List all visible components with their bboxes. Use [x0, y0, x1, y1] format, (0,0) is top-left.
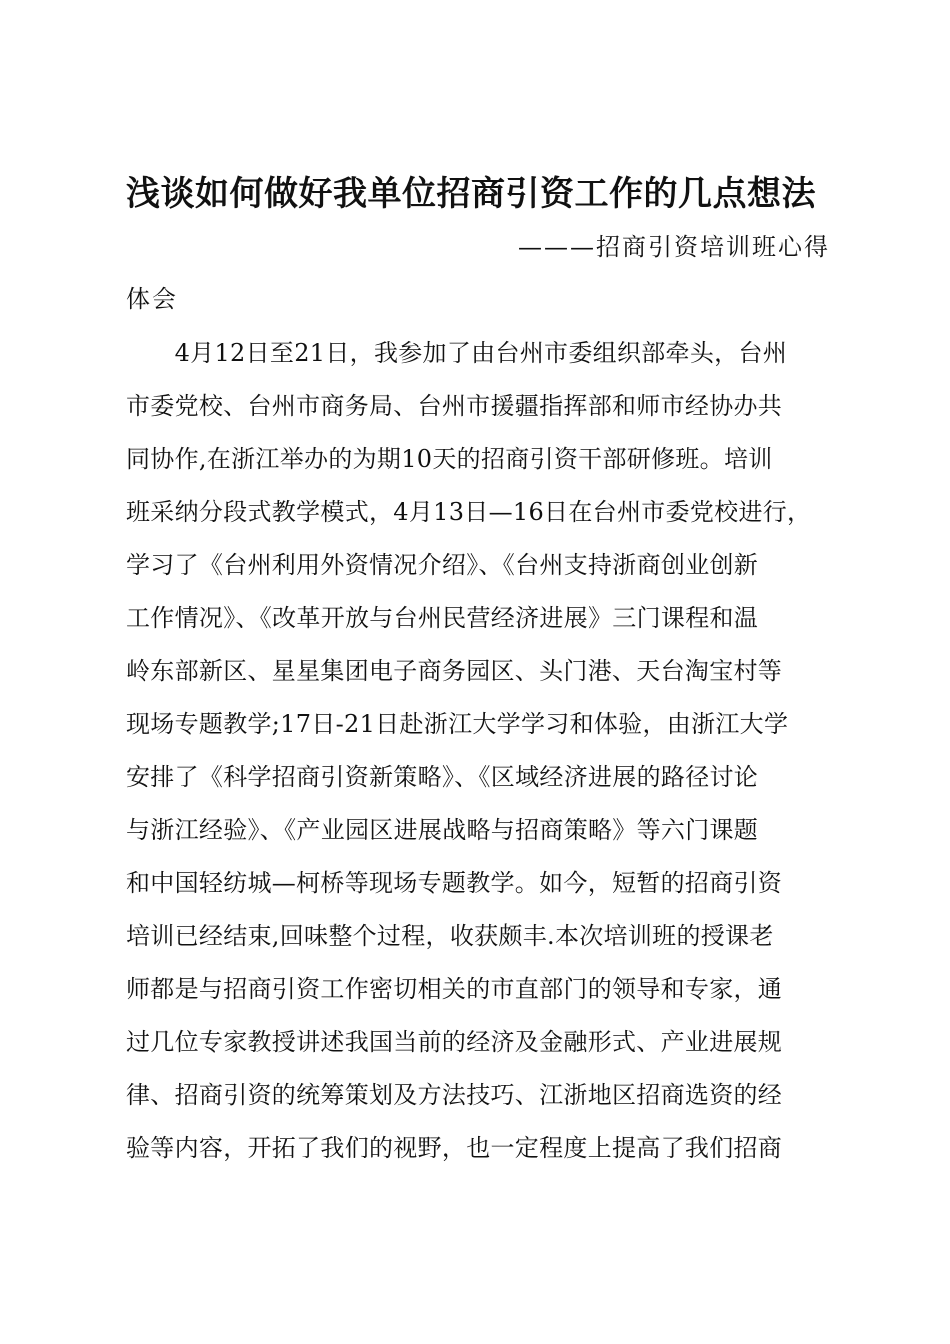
- document-subtitle: ———招商引资培训班心得: [518, 233, 830, 261]
- body-line: 和中国轻纺城—柯桥等现场专题教学。如今，短暂的招商引资: [126, 869, 783, 897]
- body-line: 师都是与招商引资工作密切相关的市直部门的领导和专家，通: [126, 975, 783, 1003]
- body-line: 班采纳分段式教学模式，4月13日—16日在台州市委党校进行，: [126, 498, 812, 526]
- body-line: 安排了《科学招商引资新策略》、《区域经济进展的路径讨论: [126, 763, 759, 791]
- body-line: 现场专题教学;17日-21日赴浙江大学学习和体验，由浙江大学: [126, 710, 789, 738]
- document-subtitle-continued: 体会: [126, 285, 178, 313]
- body-line: 市委党校、台州市商务局、台州市援疆指挥部和师市经协办共: [126, 392, 783, 420]
- body-line: 过几位专家教授讲述我国当前的经济及金融形式、产业进展规: [126, 1028, 783, 1056]
- body-line: 工作情况》、《改革开放与台州民营经济进展》三门课程和温: [126, 604, 759, 632]
- body-line: 验等内容，开拓了我们的视野，也一定程度上提高了我们招商: [126, 1134, 783, 1162]
- body-line: 培训已经结束,回味整个过程，收获颇丰.本次培训班的授课老: [126, 922, 774, 950]
- body-line: 岭东部新区、星星集团电子商务园区、头门港、天台淘宝村等: [126, 657, 783, 685]
- body-line: 同协作,在浙江举办的为期10天的招商引资干部研修班。培训: [126, 445, 773, 473]
- body-line: 学习了《台州利用外资情况介绍》、《台州支持浙商创业创新: [126, 551, 759, 579]
- body-line: 4月12日至21日，我参加了由台州市委组织部牵头，台州: [126, 339, 788, 367]
- body-line: 律、招商引资的统筹策划及方法技巧、江浙地区招商选资的经: [126, 1081, 783, 1109]
- document-title: 浅谈如何做好我单位招商引资工作的几点想法: [126, 174, 816, 214]
- body-paragraph: [126, 327, 838, 1175]
- body-line: 与浙江经验》、《产业园区进展战略与招商策略》等六门课题: [126, 816, 759, 844]
